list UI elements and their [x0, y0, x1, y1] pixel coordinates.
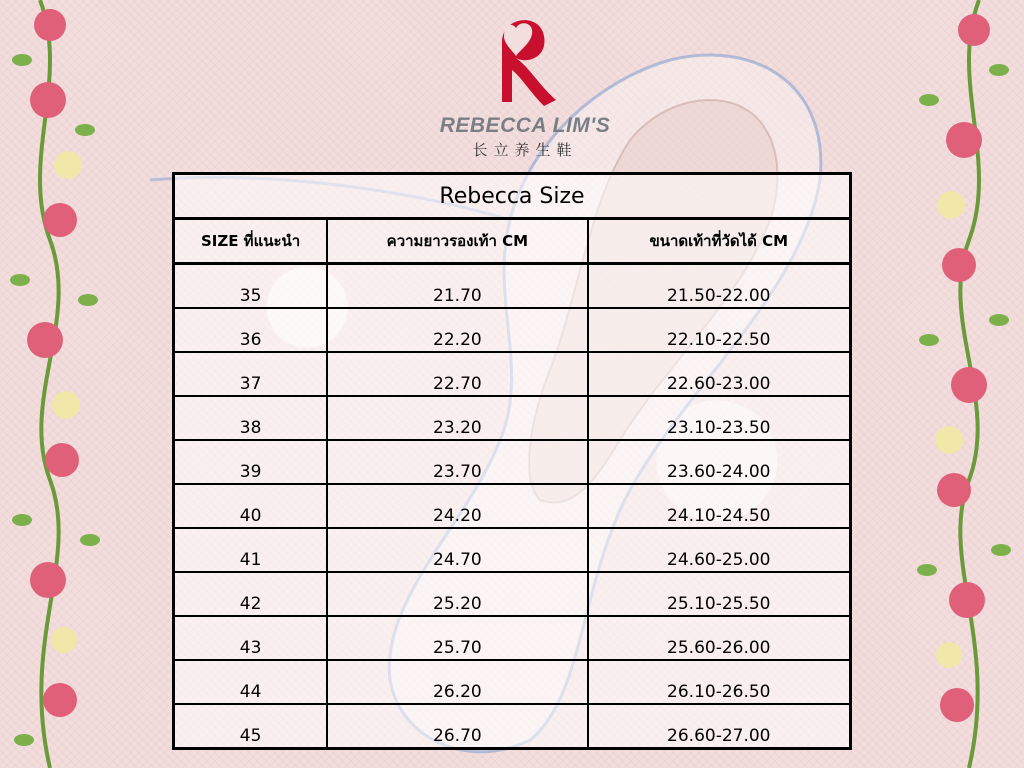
- header-shoe-length: ความยาวรองเท้า CM: [327, 219, 587, 264]
- length-cell: 22.70: [327, 352, 587, 396]
- brand-name: REBECCA LIM'S: [439, 114, 611, 137]
- size-cell: 45: [174, 704, 328, 749]
- table-row: [174, 396, 851, 440]
- length-cell: 24.70: [327, 528, 587, 572]
- table-row: [174, 352, 851, 396]
- range-cell: 24.60-25.00: [588, 528, 851, 572]
- size-cell: 40: [174, 484, 328, 528]
- range-cell: 26.10-26.50: [588, 660, 851, 704]
- table-row: [174, 484, 851, 528]
- length-cell: 26.20: [327, 660, 587, 704]
- length-cell: 23.20: [327, 396, 587, 440]
- range-cell: 23.10-23.50: [588, 396, 851, 440]
- range-cell: 21.50-22.00: [588, 264, 851, 309]
- range-cell: 23.60-24.00: [588, 440, 851, 484]
- range-cell: 22.60-23.00: [588, 352, 851, 396]
- table-row: [174, 660, 851, 704]
- right-floral-border: [899, 0, 1024, 768]
- table-row: [174, 308, 851, 352]
- range-cell: 25.10-25.50: [588, 572, 851, 616]
- range-cell: 24.10-24.50: [588, 484, 851, 528]
- size-chart-table: [172, 172, 852, 750]
- size-cell: 44: [174, 660, 328, 704]
- left-floral-border: [0, 0, 125, 768]
- length-cell: 23.70: [327, 440, 587, 484]
- size-cell: 41: [174, 528, 328, 572]
- size-cell: 35: [174, 264, 328, 309]
- table-row: [174, 528, 851, 572]
- rose-garland-icon: [0, 0, 125, 768]
- length-cell: 21.70: [327, 264, 587, 309]
- rose-garland-icon: [899, 0, 1024, 768]
- range-cell: 26.60-27.00: [588, 704, 851, 749]
- length-cell: 25.20: [327, 572, 587, 616]
- size-cell: 38: [174, 396, 328, 440]
- table-row: [174, 616, 851, 660]
- size-cell: 42: [174, 572, 328, 616]
- table-row: [174, 704, 851, 749]
- length-cell: 25.70: [327, 616, 587, 660]
- range-cell: 22.10-22.50: [588, 308, 851, 352]
- size-cell: 36: [174, 308, 328, 352]
- header-size: SIZE ที่แนะนำ: [174, 219, 328, 264]
- table-row: [174, 264, 851, 309]
- table-row: [174, 440, 851, 484]
- brand-subtitle: 长立养生鞋: [472, 141, 578, 159]
- length-cell: 22.20: [327, 308, 587, 352]
- header-foot-range: ขนาดเท้าที่วัดได้ CM: [588, 219, 851, 264]
- size-cell: 39: [174, 440, 328, 484]
- size-cell: 43: [174, 616, 328, 660]
- table-title: Rebecca Size: [174, 174, 851, 219]
- length-cell: 26.70: [327, 704, 587, 749]
- brand-logo: [420, 6, 630, 159]
- rebecca-r-logo-icon: [482, 6, 562, 110]
- range-cell: 25.60-26.00: [588, 616, 851, 660]
- table-row: [174, 572, 851, 616]
- length-cell: 24.20: [327, 484, 587, 528]
- size-cell: 37: [174, 352, 328, 396]
